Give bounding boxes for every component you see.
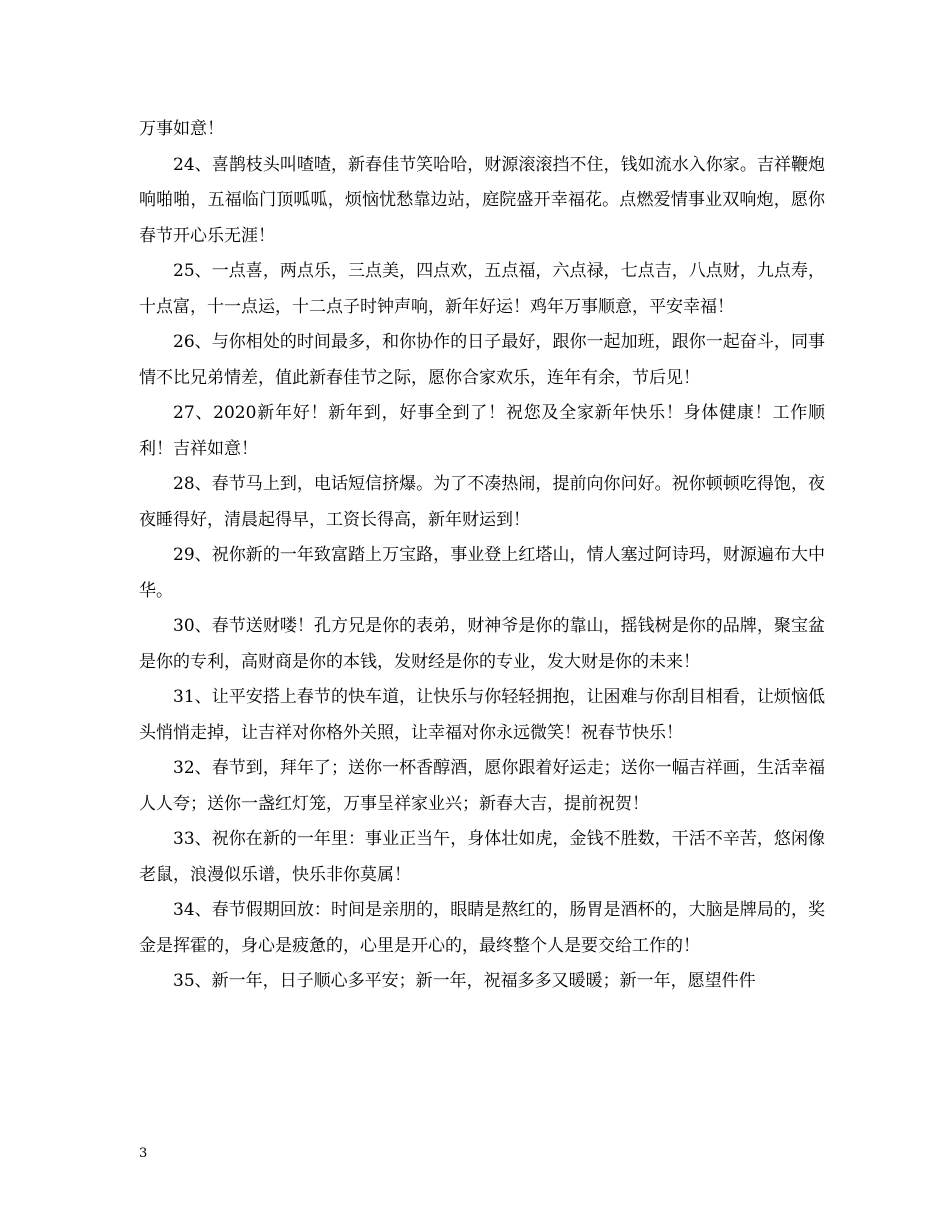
paragraph-35: 35、新一年，日子顺心多平安；新一年，祝福多多又暖暖；新一年，愿望件件 bbox=[173, 971, 756, 991]
paragraph-28: 28、春节马上到，电话短信挤爆。为了不凑热闹，提前向你问好。祝你顿顿吃得饱，夜夜睡得好，清晨起得早，工资长得高，新年财运到！ bbox=[139, 474, 825, 530]
paragraph-33: 33、祝你在新的一年里：事业正当午，身体壮如虎，金钱不胜数，干活不辛苦，悠闲像老鼠，浪漫似乐谱，快乐非你莫属！ bbox=[139, 829, 825, 885]
paragraph-25: 25、一点喜，两点乐，三点美，四点欢，五点福，六点禄，七点吉，八点财，九点寿，十点富，十一点运，十二点子时钟声响，新年好运！鸡年万事顺意，平安幸福！ bbox=[139, 261, 825, 317]
paragraph-27: 27、2020新年好！新年到，好事全到了！祝您及全家新年快乐！身体健康！工作顺利！吉祥如意！ bbox=[139, 403, 825, 459]
page-number: 3 bbox=[139, 1146, 148, 1161]
paragraph-26: 26、与你相处的时间最多，和你协作的日子最好，跟你一起加班，跟你一起奋斗，同事情不比兄弟情差，值此新春佳节之际，愿你合家欢乐，连年有余，节后见！ bbox=[139, 332, 825, 388]
page-body bbox=[139, 112, 825, 1000]
paragraph-31: 31、让平安搭上春节的快车道，让快乐与你轻轻拥抱，让困难与你刮目相看，让烦恼低头悄悄走掉，让吉祥对你格外关照，让幸福对你永远微笑！祝春节快乐！ bbox=[139, 687, 825, 743]
paragraph-34: 34、春节假期回放：时间是亲朋的，眼睛是熬红的，肠胃是酒杯的，大脑是牌局的，奖金是挥霍的，身心是疲惫的，心里是开心的，最终整个人是要交给工作的！ bbox=[139, 900, 825, 956]
paragraph-30: 30、春节送财喽！孔方兄是你的表弟，财神爷是你的靠山，摇钱树是你的品牌，聚宝盆是你的专利，高财商是你的本钱，发财经是你的专业，发大财是你的未来！ bbox=[139, 616, 825, 672]
paragraph-24: 24、喜鹊枝头叫喳喳，新春佳节笑哈哈，财源滚滚挡不住，钱如流水入你家。吉祥鞭炮响啪啪，五福临门顶呱呱，烦恼忧愁靠边站，庭院盛开幸福花。点燃爱情事业双响炮，愿你春节开心乐无涯！ bbox=[139, 154, 825, 246]
paragraph-continuation: 万事如意！ bbox=[139, 119, 224, 139]
paragraph-29: 29、祝你新的一年致富踏上万宝路，事业登上红塔山，情人塞过阿诗玛，财源遍布大中华。 bbox=[139, 545, 825, 601]
paragraph-32: 32、春节到，拜年了；送你一杯香醇酒，愿你跟着好运走；送你一幅吉祥画，生活幸福人人夸；送你一盏红灯笼，万事呈祥家业兴；新春大吉，提前祝贺！ bbox=[139, 758, 825, 814]
